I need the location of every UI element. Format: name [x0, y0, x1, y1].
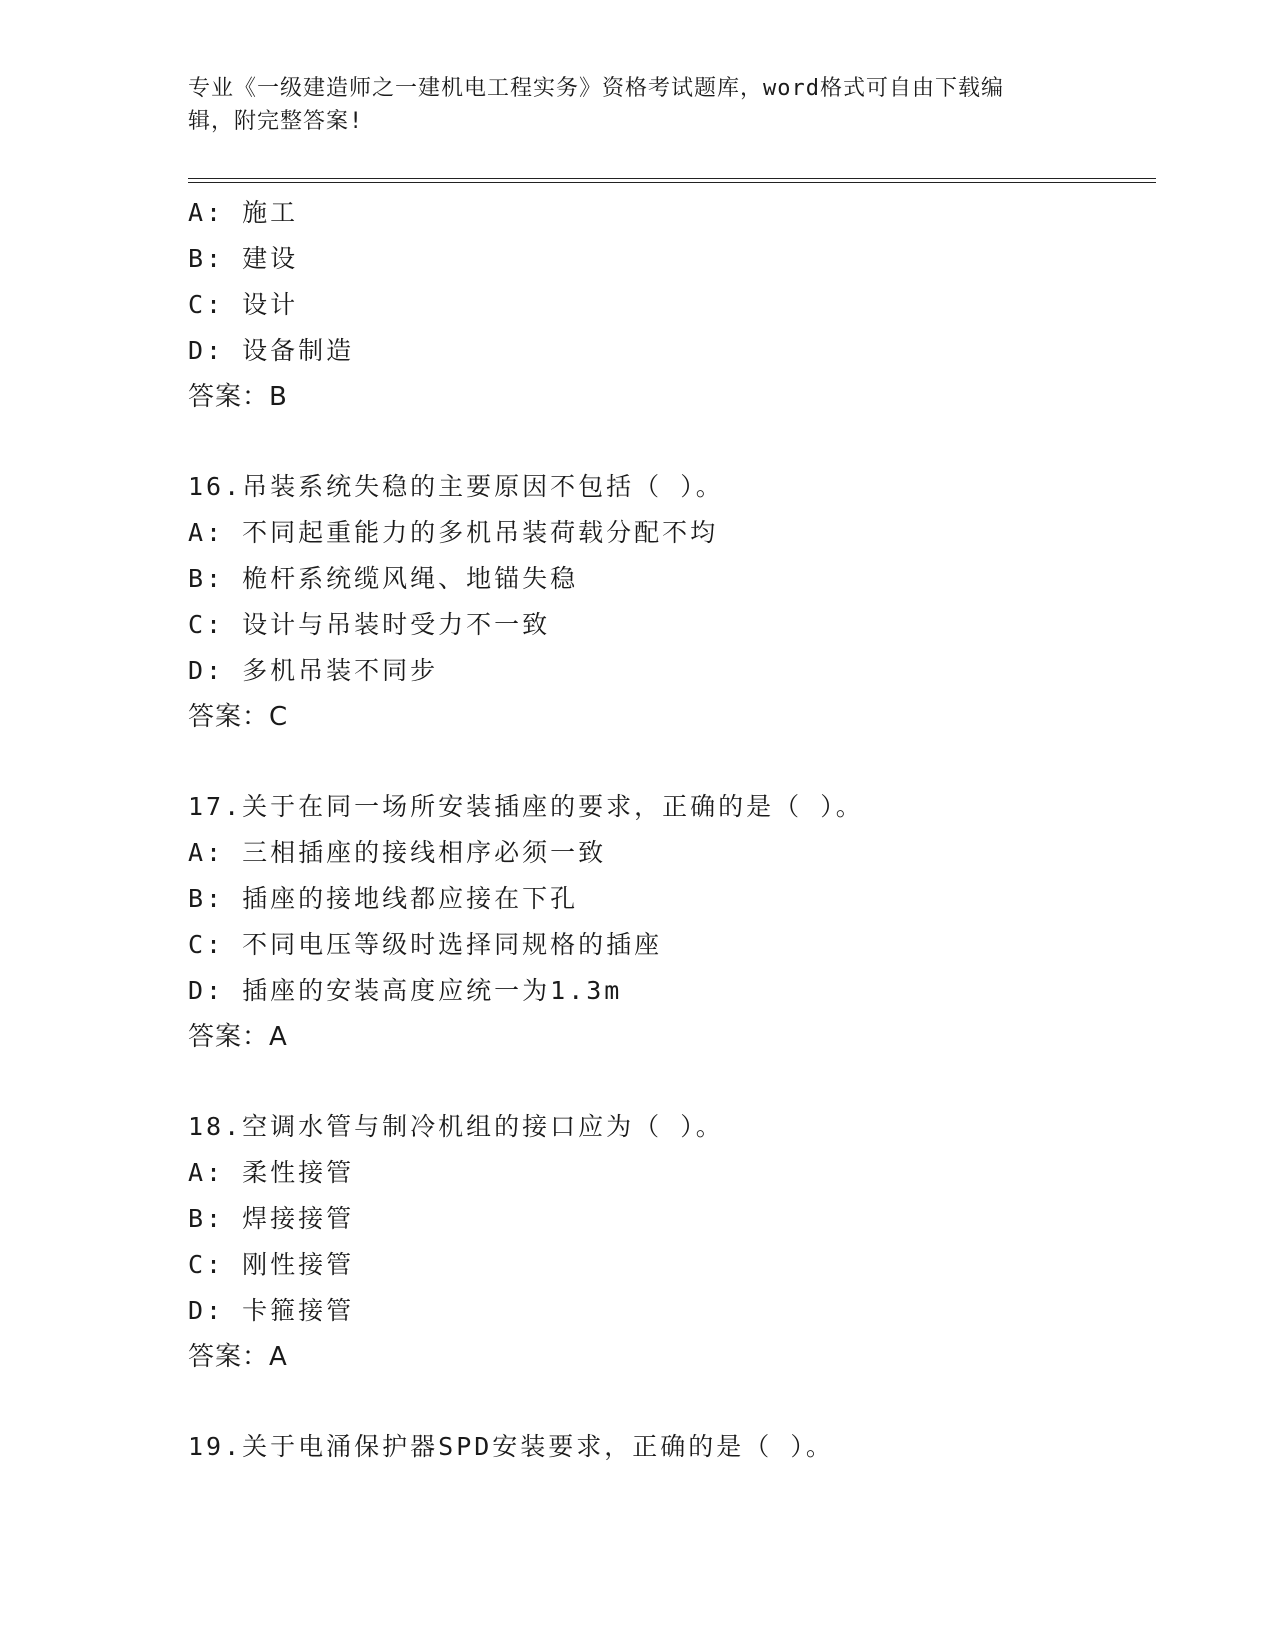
header-line-1: 专业《一级建造师之一建机电工程实务》资格考试题库，word格式可自由下载编 — [188, 76, 1004, 101]
option-b: B: 焊接接管 — [188, 1204, 355, 1233]
document-header — [188, 72, 1068, 138]
question-text: 18.空调水管与制冷机组的接口应为（ ）。 — [188, 1112, 724, 1141]
option-d: D: 多机吊装不同步 — [188, 656, 439, 685]
header-double-rule — [188, 178, 1156, 183]
question-text: 19.关于电涌保护器SPD安装要求，正确的是（ ）。 — [188, 1432, 834, 1461]
spacer — [188, 1060, 1156, 1104]
question-16 — [188, 464, 1156, 740]
option-a: A: 不同起重能力的多机吊装荷载分配不均 — [188, 518, 719, 547]
spacer — [188, 740, 1156, 784]
option-c: C: 刚性接管 — [188, 1250, 355, 1279]
spacer — [188, 420, 1156, 464]
answer: 答案：C — [188, 702, 289, 732]
option-b: B: 建设 — [188, 244, 299, 273]
option-b: B: 插座的接地线都应接在下孔 — [188, 884, 579, 913]
question-list — [188, 190, 1156, 1470]
answer: 答案：A — [188, 1022, 288, 1052]
answer: 答案：B — [188, 382, 288, 412]
option-a: A: 施工 — [188, 198, 299, 227]
question-17 — [188, 784, 1156, 1060]
header-line-2: 辑，附完整答案! — [188, 109, 364, 134]
option-c: C: 设计与吊装时受力不一致 — [188, 610, 551, 639]
option-c: C: 设计 — [188, 290, 299, 319]
question-18 — [188, 1104, 1156, 1380]
question-text: 17.关于在同一场所安装插座的要求，正确的是（ ）。 — [188, 792, 864, 821]
option-a: A: 柔性接管 — [188, 1158, 355, 1187]
spacer — [188, 1380, 1156, 1424]
option-c: C: 不同电压等级时选择同规格的插座 — [188, 930, 663, 959]
question-19 — [188, 1424, 1156, 1470]
option-d: D: 卡箍接管 — [188, 1296, 355, 1325]
option-d: D: 设备制造 — [188, 336, 355, 365]
question-text: 16.吊装系统失稳的主要原因不包括（ ）。 — [188, 472, 724, 501]
option-a: A: 三相插座的接线相序必须一致 — [188, 838, 607, 867]
answer: 答案：A — [188, 1342, 288, 1372]
question-15 — [188, 190, 1156, 420]
option-d: D: 插座的安装高度应统一为1.3m — [188, 976, 623, 1005]
option-b: B: 桅杆系统缆风绳、地锚失稳 — [188, 564, 579, 593]
